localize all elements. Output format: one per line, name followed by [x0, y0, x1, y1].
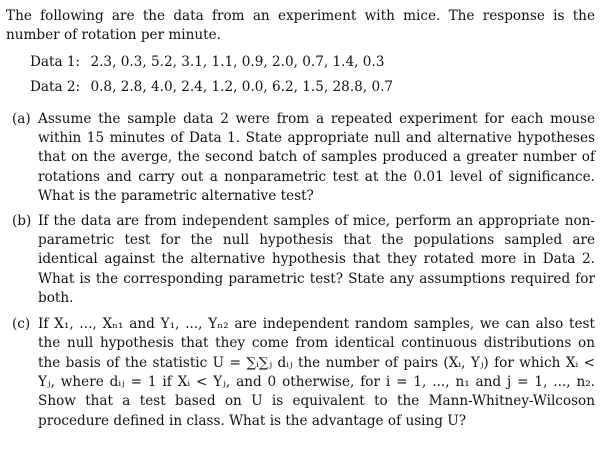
data-values: 2.3, 0.3, 5.2, 3.1, 1.1, 0.9, 2.0, 0.7, 1.4, 0.3: [90, 53, 385, 70]
data-line-2: [6, 78, 595, 97]
data-values: 0.8, 2.8, 4.0, 2.4, 1.2, 0.0, 6.2, 1.5, 28.8, 0.7: [90, 79, 394, 96]
part-label: (a): [12, 110, 31, 127]
question-part-c: [6, 315, 595, 431]
part-label: (b): [12, 212, 32, 229]
data-line-1: [6, 53, 595, 72]
question-part-b: [6, 212, 595, 309]
part-label: (c): [12, 315, 31, 332]
question-parts: [6, 110, 595, 432]
part-text: If the data are from independent samples of mice, perform an appropriate non-parametric test for the null hypothesis that the populations sampled are identical against the alternative hypothesis that they rotated more in Data 2. What is the corresponding parametric test? State any assumptions required for both.: [38, 212, 595, 307]
data-label: Data 1:: [30, 53, 81, 70]
data-label: Data 2:: [30, 79, 81, 96]
question-part-a: [6, 110, 595, 207]
part-text: If X₁, ..., Xₙ₁ and Y₁, ..., Yₙ₂ are independent random samples, we can also test the null hypothesis that they come from identical continuous distributions on the basis of the statistic U = ∑ᵢ∑ⱼ dᵢⱼ the number of pairs (Xᵢ, Yⱼ) for which Xᵢ < Yⱼ, where dᵢⱼ = 1 if Xᵢ < Yⱼ, and 0 otherwise, for i = 1, ..., n₁ and j = 1, ..., n₂. Show that a test based on U is equivalent to the Mann-Whitney-Wilcoson procedure defined in class. What is the advantage of using U?: [38, 315, 595, 429]
intro-paragraph: The following are the data from an experiment with mice. The response is the number of rotation per minute.: [6, 8, 595, 44]
part-text: Assume the sample data 2 were from a repeated experiment for each mouse within 15 minutes of Data 1. State appropriate null and alternative hypotheses that on the averge, the second batch of samples produced a greater number of rotations and carry out a nonparametric test at the 0.01 level of significance. What is the parametric alternative test?: [38, 110, 595, 205]
